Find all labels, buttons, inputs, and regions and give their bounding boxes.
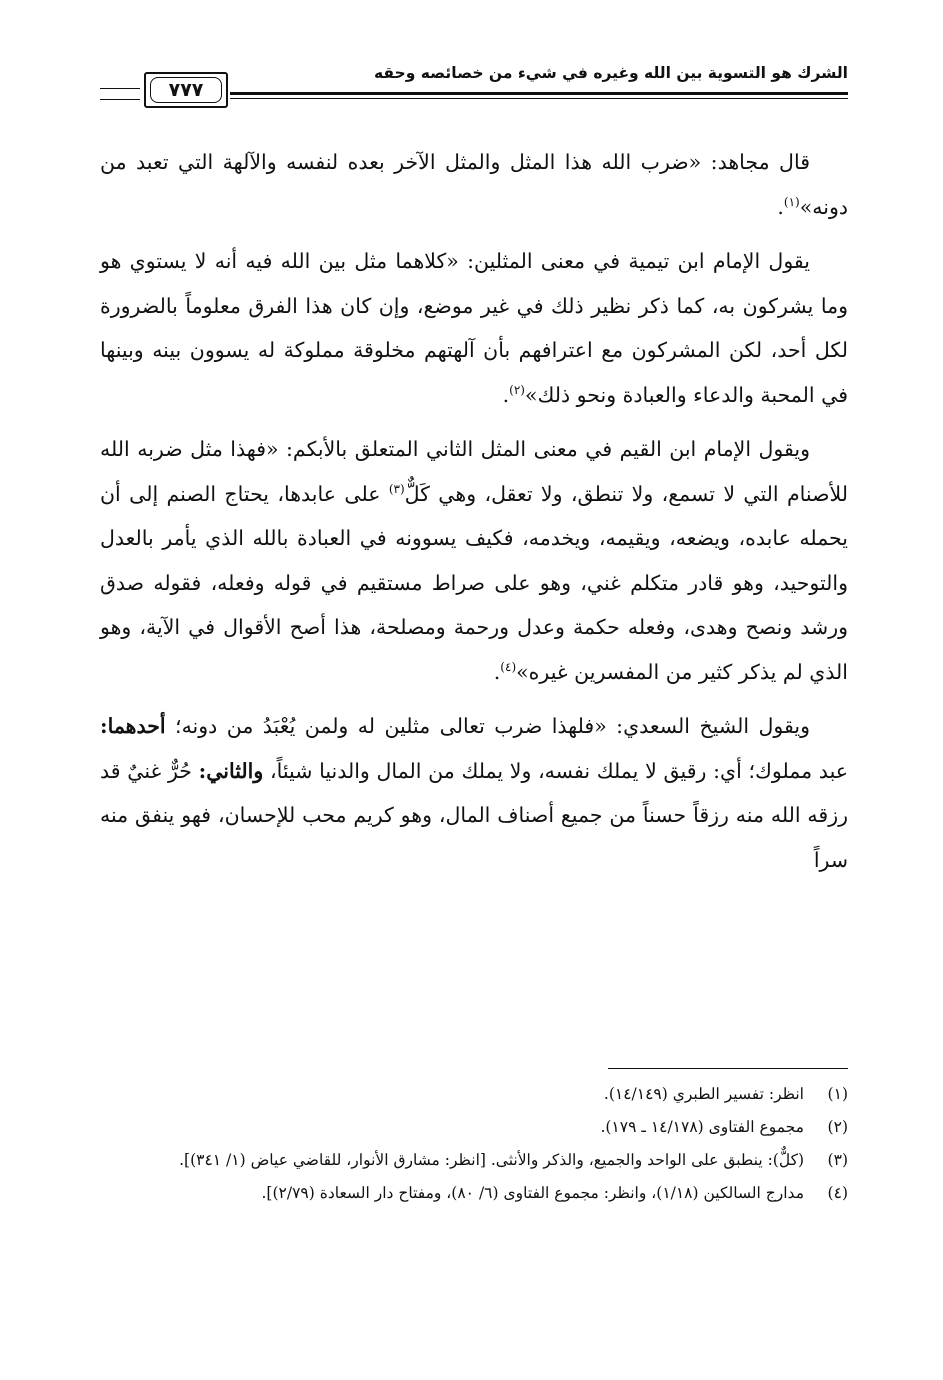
footnote-separator: [608, 1068, 848, 1069]
header-rule-thick: [230, 92, 848, 95]
paragraph-text: يقول الإمام ابن تيمية في معنى المثلين: «كلاهما مثل بين الله فيه أنه لا يستوي هو وما يشركون به، كما ذكر نظير ذلك في غير موضع، وإن كان هذا الفرق معلوماً بالضرورة لكل أحد، لكن المشركون مع اعترافهم بأن آلهتهم مخلوقة مملوكة له يسوون بينه وبينها في المحبة والدعاء والعبادة ونحو ذلك»: [100, 249, 848, 407]
paragraph-text: قال مجاهد: «ضرب الله هذا المثل والمثل الآخر بعده لنفسه والآلهة التي تعبد من دونه»: [100, 150, 848, 219]
footnote-text: انظر: تفسير الطبري (١٤/١٤٩).: [603, 1085, 804, 1103]
paragraph-text: ويقول الشيخ السعدي: «فلهذا ضرب تعالى مثلين له ولمن يُعْبَدُ من دونه؛: [165, 714, 810, 738]
bold-term-first: أحدهما:: [100, 714, 166, 738]
paragraph-end: .: [777, 194, 784, 219]
paragraph-text-cont: على عابدها، يحتاج الصنم إلى أن يحمله عابده، ويضعه، ويقيمه، ويخدمه، فكيف يسوونه في العبادة بالله الذي يأمر بالعدل والتوحيد، وهو قادر متكلم غني، وهو على صراط مستقيم في قوله وفعله، فقوله صدق ورشد ونصح وهدى، وفعله حكمة وعدل ورحمة ومصلحة، هذا أصح الأقوال في الآية، وهو الذي لم يذكر كثير من المفسرين غيره»: [100, 481, 848, 684]
footnote-number: (٣): [827, 1151, 848, 1169]
paragraph-end: .: [493, 659, 501, 684]
footnote-number: (٤): [827, 1184, 848, 1202]
paragraph-ibn-alqayyim: [100, 427, 848, 694]
page-number: ٧٧٧: [168, 79, 204, 101]
running-title: الشرك هو التسوية بين الله وغيره في شيء من خصائصه وحقه: [374, 64, 848, 82]
footnote-text: (كلٌّ): ينطبق على الواحد والجميع، والذكر والأنثى. [انظر: مشارق الأنوار، للقاضي عياض (١/ ٣٤١)].: [179, 1151, 804, 1169]
footnote-ref-2: (٢): [509, 382, 525, 397]
footnote: [100, 1146, 848, 1174]
footnote-ref-3: (٣): [388, 481, 405, 496]
paragraph-text-cont: عبد مملوك؛ أي: رقيق لا يملك نفسه، ولا يملك من المال والدنيا شيئاً،: [263, 758, 848, 783]
footnote: [100, 1080, 848, 1108]
footnote-ref-1: (١): [783, 194, 800, 209]
footnote: [100, 1113, 848, 1141]
page-header: [100, 62, 848, 120]
footnotes: [100, 1080, 848, 1212]
footnote-number: (٢): [827, 1118, 848, 1136]
header-lead-lines: [100, 88, 140, 100]
paragraph-ibn-taymiyyah: [100, 239, 848, 417]
paragraph-text: ويقول الإمام ابن القيم في معنى المثل الثاني المتعلق بالأبكم: «فهذا مثل ضربه الله للأصنام التي لا تسمع، ولا تنطق، ولا تعقل، وهي كَلٌّ: [100, 437, 848, 506]
paragraph-saadi: [100, 704, 848, 882]
page-number-frame: [144, 72, 228, 108]
paragraph-text-cont: حُرٌّ غنيٌ قد رزقه الله منه رزقاً حسناً من جميع أصناف المال، وهو كريم محب للإحسان، فهو ينفق منه سراً: [100, 758, 848, 872]
footnote-number: (١): [827, 1085, 848, 1103]
paragraph-end: .: [502, 382, 510, 407]
header-rule-thin: [230, 98, 848, 99]
main-text: [100, 140, 848, 882]
bold-term-second: والثاني:: [198, 758, 264, 783]
footnote-text: مجموع الفتاوى (١٤/١٧٨ ـ ١٧٩).: [600, 1118, 804, 1136]
paragraph-mujahid: [100, 140, 848, 229]
footnote-text: مدارج السالكين (١/١٨)، وانظر: مجموع الفتاوى (٦/ ٨٠)، ومفتاح دار السعادة (٢/٧٩)].: [261, 1184, 804, 1202]
footnote: [100, 1179, 848, 1207]
footnote-ref-4: (٤): [500, 659, 517, 674]
